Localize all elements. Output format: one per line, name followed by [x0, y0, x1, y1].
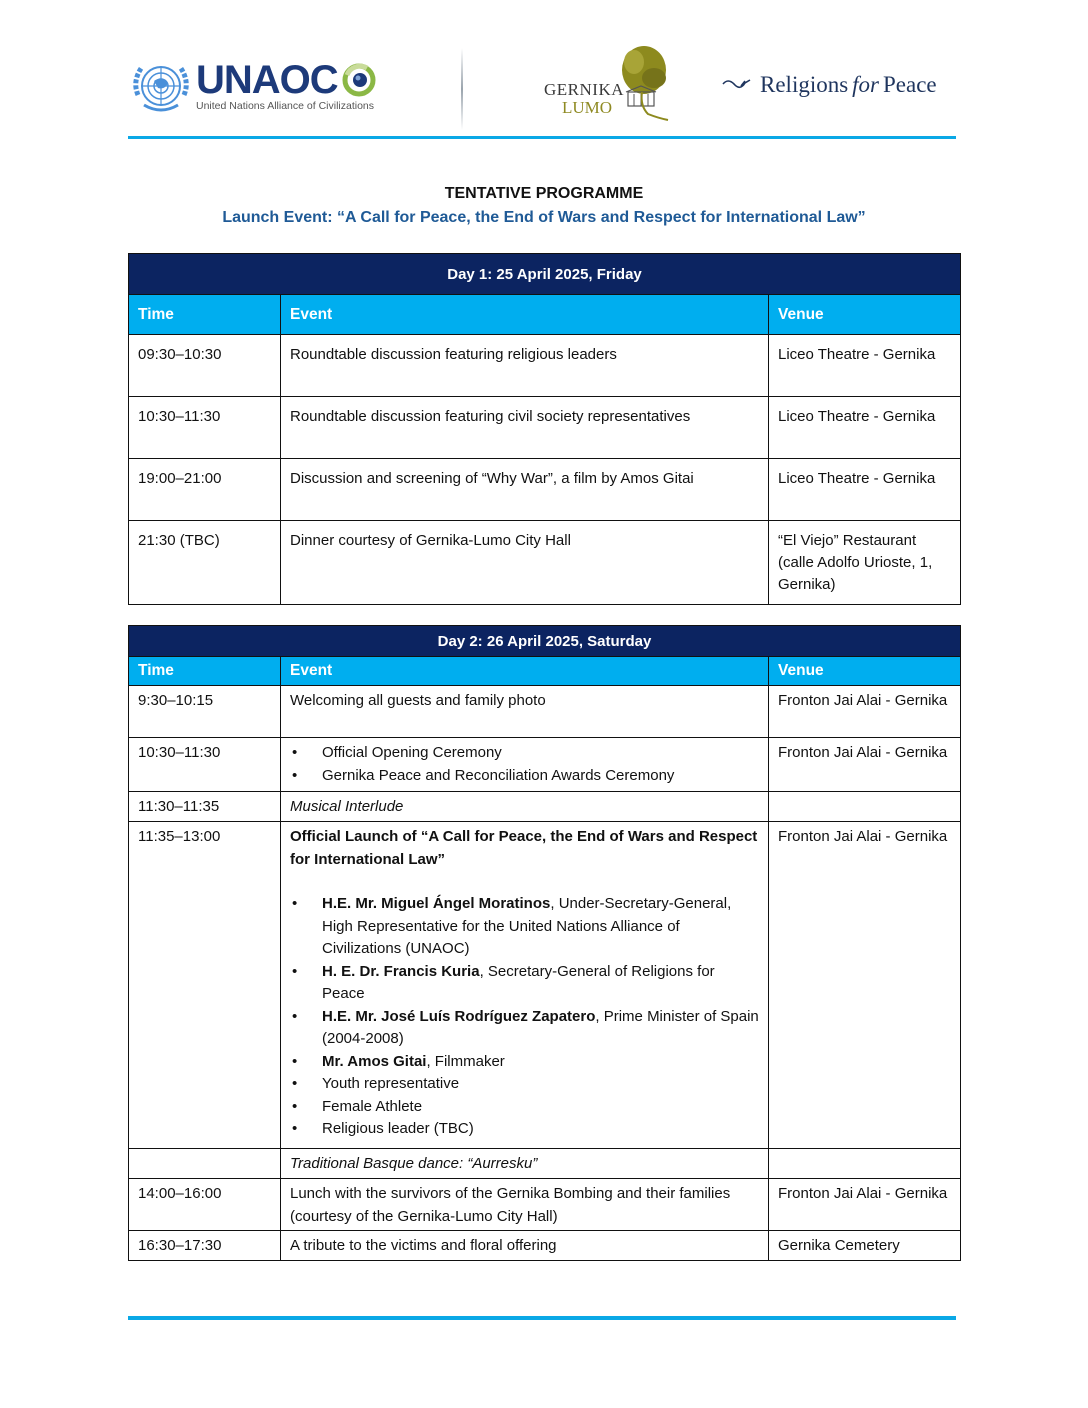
- time-cell: 16:30–17:30: [129, 1231, 281, 1261]
- table-row: [129, 792, 961, 822]
- day1-column-headers: [129, 295, 961, 335]
- time-cell: 09:30–10:30: [129, 335, 281, 397]
- venue-cell: Fronton Jai Alai - Gernika: [769, 686, 961, 738]
- list-item: [290, 961, 759, 1006]
- table-row: [129, 397, 961, 459]
- list-item: [290, 1051, 759, 1074]
- speaker-name: Mr. Amos Gitai: [322, 1052, 427, 1070]
- venue-cell: [769, 792, 961, 822]
- rfp-word-religions: Religions: [760, 72, 849, 97]
- column-header-time: Time: [129, 295, 281, 335]
- launch-title: Official Launch of “A Call for Peace, the End of Wars and Respect for International Law”: [290, 828, 758, 868]
- venue-cell: “El Viejo” Restaurant (calle Adolfo Urioste, 1, Gernika): [769, 521, 961, 605]
- column-header-event: Event: [281, 657, 769, 686]
- event-cell: [281, 822, 769, 1149]
- event-cell: Lunch with the survivors of the Gernika Bombing and their families (courtesy of the Gernika-Lumo City Hall): [281, 1179, 769, 1231]
- religions-for-peace-logo: [722, 72, 937, 98]
- table-row: [129, 335, 961, 397]
- list-item: • Gernika Peace and Reconciliation Awards Ceremony: [290, 765, 759, 788]
- speaker-name: H. E. Dr. Francis Kuria: [322, 962, 480, 980]
- event-cell: Discussion and screening of “Why War”, a film by Amos Gitai: [281, 459, 769, 521]
- day2-column-headers: [129, 657, 961, 686]
- lumo-wordmark: LUMO: [562, 98, 613, 117]
- unaoc-ring-icon: [342, 63, 376, 97]
- venue-cell: [769, 1149, 961, 1179]
- table-row: [129, 1179, 961, 1231]
- venue-cell: Liceo Theatre - Gernika: [769, 335, 961, 397]
- gernika-lumo-logo: [542, 44, 677, 130]
- day1-heading: Day 1: 25 April 2025, Friday: [129, 254, 961, 295]
- venue-cell: Fronton Jai Alai - Gernika: [769, 738, 961, 792]
- venue-cell: Gernika Cemetery: [769, 1231, 961, 1261]
- page-header: [128, 40, 956, 140]
- footer-rule: [128, 1316, 956, 1320]
- venue-cell: Fronton Jai Alai - Gernika: [769, 1179, 961, 1231]
- table-row: [129, 1149, 961, 1179]
- column-header-venue: Venue: [769, 295, 961, 335]
- time-cell: 11:30–11:35: [129, 792, 281, 822]
- list-item: • Official Opening Ceremony: [290, 742, 759, 765]
- unaoc-logo: [130, 56, 376, 116]
- bullet-list: [290, 742, 759, 787]
- speaker-role: , Prime Minister of Spain (2004-2008): [322, 1007, 759, 1047]
- table-row: [129, 686, 961, 738]
- list-item: [290, 1073, 759, 1096]
- day2-heading-row: [129, 626, 961, 657]
- event-cell: Welcoming all guests and family photo: [281, 686, 769, 738]
- event-cell: Dinner courtesy of Gernika-Lumo City Hall: [281, 521, 769, 605]
- list-item: [290, 1096, 759, 1119]
- table-row: [129, 459, 961, 521]
- table-row: [129, 738, 961, 792]
- speaker-role: , Filmmaker: [426, 1052, 505, 1070]
- event-cell: A tribute to the victims and floral offering: [281, 1231, 769, 1261]
- event-cell: Roundtable discussion featuring civil society representatives: [281, 397, 769, 459]
- rfp-word-for: for: [852, 72, 880, 97]
- day1-table: [128, 253, 961, 605]
- speaker-role: Religious leader (TBC): [322, 1120, 474, 1137]
- event-cell: Roundtable discussion featuring religious leaders: [281, 335, 769, 397]
- un-emblem-icon: [130, 55, 192, 117]
- time-cell: 14:00–16:00: [129, 1179, 281, 1231]
- header-divider: [461, 48, 463, 130]
- unaoc-full-name: United Nations Alliance of Civilizations: [196, 99, 375, 112]
- speaker-role: Female Athlete: [322, 1097, 423, 1115]
- column-header-time: Time: [129, 657, 281, 686]
- speaker-name: H.E. Mr. José Luís Rodríguez Zapatero: [322, 1007, 596, 1025]
- document-subtitle: Launch Event: “A Call for Peace, the End of Wars and Respect for International Law”: [222, 209, 866, 226]
- table-row: [129, 1231, 961, 1261]
- day2-heading: Day 2: 26 April 2025, Saturday: [129, 626, 961, 657]
- rfp-word-peace: Peace: [883, 72, 937, 97]
- event-cell: [281, 738, 769, 792]
- event-cell: Musical Interlude: [281, 792, 769, 822]
- day1-heading-row: [129, 254, 961, 295]
- document-title: TENTATIVE PROGRAMME: [444, 185, 644, 202]
- dove-wave-icon: [722, 77, 752, 93]
- column-header-event: Event: [281, 295, 769, 335]
- unaoc-wordmark: UNAOC: [196, 57, 338, 102]
- table-row: [129, 521, 961, 605]
- speaker-name: H.E. Mr. Miguel Ángel Moratinos: [322, 895, 551, 912]
- time-cell: 10:30–11:30: [129, 738, 281, 792]
- venue-cell: Liceo Theatre - Gernika: [769, 397, 961, 459]
- time-cell: 19:00–21:00: [129, 459, 281, 521]
- list-item: [290, 1118, 759, 1141]
- venue-cell: Liceo Theatre - Gernika: [769, 459, 961, 521]
- table-row: [129, 822, 961, 1149]
- gernika-wordmark: GERNIKA: [544, 80, 624, 99]
- time-cell: 10:30–11:30: [129, 397, 281, 459]
- speaker-role: , Under-Secretary-General, High Representative for the United Nations Alliance of Civilizations (UNAOC): [322, 895, 732, 957]
- time-cell: 11:35–13:00: [129, 822, 281, 1149]
- time-cell: 21:30 (TBC): [129, 521, 281, 605]
- header-rule: [128, 136, 956, 139]
- day2-table: [128, 625, 961, 1261]
- speaker-role: , Secretary-General of Religions for Peace: [322, 962, 715, 1002]
- speaker-role: Youth representative: [322, 1075, 460, 1092]
- venue-cell: Fronton Jai Alai - Gernika: [769, 822, 961, 1149]
- event-cell: Traditional Basque dance: “Aurresku”: [281, 1149, 769, 1179]
- speaker-list: [290, 893, 759, 1141]
- column-header-venue: Venue: [769, 657, 961, 686]
- list-item: [290, 1006, 759, 1051]
- time-cell: 9:30–10:15: [129, 686, 281, 738]
- time-cell: [129, 1149, 281, 1179]
- list-item: [290, 893, 759, 961]
